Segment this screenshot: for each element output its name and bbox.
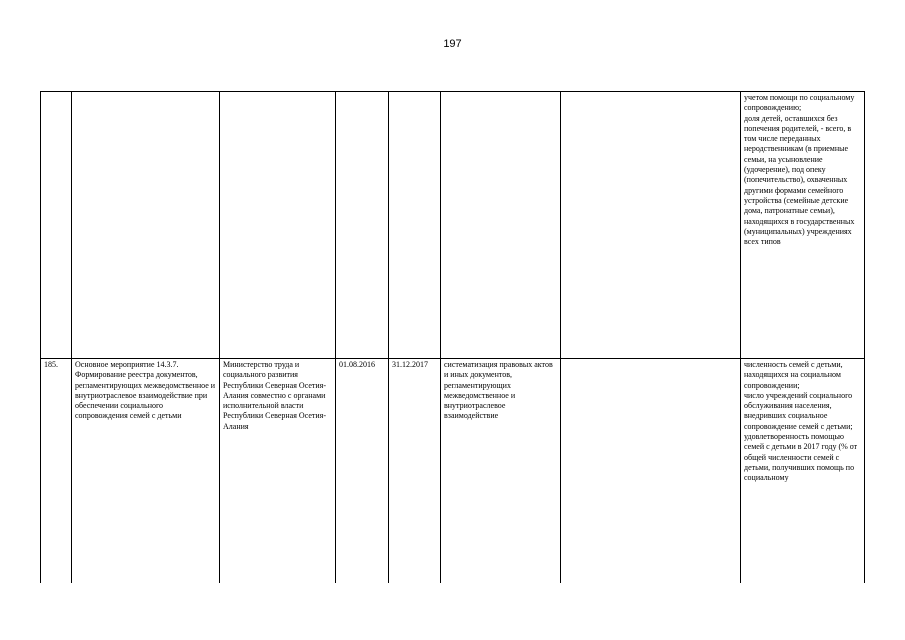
cell-start-date <box>336 92 389 359</box>
cell-end-date: 31.12.2017 <box>389 359 441 584</box>
cell-expected-result <box>441 92 561 359</box>
table-row-185 <box>41 359 865 584</box>
cell-indicators: численность семей с детьми, находящихся на социальном сопровождении; число учреждений социального обслуживания населения, внедривших социальное сопровождение семей с детьми; удовлетворенность помощью семей с детьми в 2017 году (% от общей численности семей с детьми, получивших помощь по социальному <box>741 359 865 584</box>
cell-indicators: учетом помощи по социальному сопровождению; доля детей, оставшихся без попечения родителей, - всего, в том числе переданных неродственникам (в приемные семьи, на усыновление (удочерение), под опеку (попечительство), охваченных другими формами семейного устройства (семейные детские дома, патронатные семьи), находящихся в государственных (муниципальных) учреждениях всех типов <box>741 92 865 359</box>
measures-table <box>40 91 865 583</box>
cell-expected-result: систематизация правовых актов и иных документов, регламентирующих межведомственное и внутриотраслевое взаимодействие <box>441 359 561 584</box>
cell-executor: Министерство труда и социального развития Республики Северная Осетия-Алания совместно с органами исполнительной власти Республики Северная Осетия-Алания <box>220 359 336 584</box>
cell-number: 185. <box>41 359 72 584</box>
cell-number <box>41 92 72 359</box>
table-row-continued <box>41 92 865 359</box>
cell-column-7 <box>561 92 741 359</box>
cell-measure-name <box>72 92 220 359</box>
cell-start-date: 01.08.2016 <box>336 359 389 584</box>
page-number: 197 <box>443 38 462 50</box>
cell-end-date <box>389 92 441 359</box>
cell-column-7 <box>561 359 741 584</box>
cell-executor <box>220 92 336 359</box>
cell-measure-name: Основное мероприятие 14.3.7. Формирование реестра документов, регламентирующих межведомственное и внутриотраслевое взаимодействие при обеспечении социального сопровождения семей с детьми <box>72 359 220 584</box>
